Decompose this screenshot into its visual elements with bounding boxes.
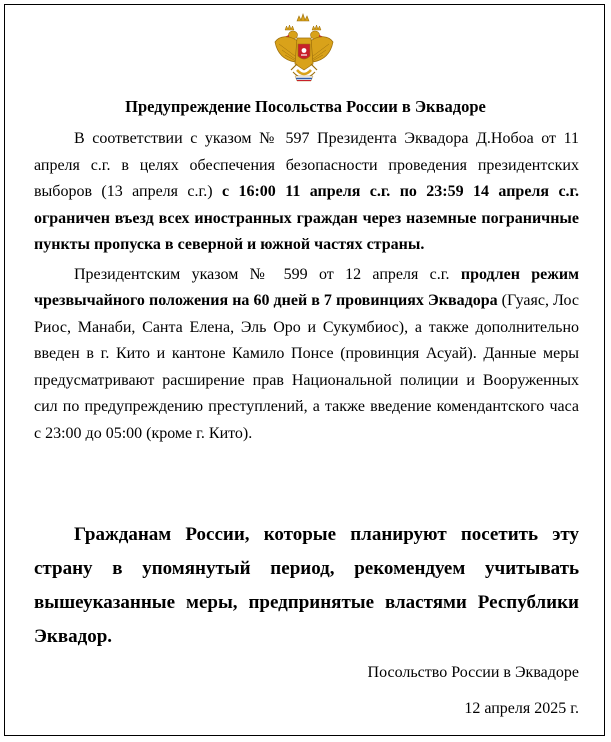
date: 12 апреля 2025 г. [464,700,579,717]
paragraph-border-closure [34,126,579,259]
paragraph-text: (Гуаяс, Лос Риос, Манаби, Санта Елена, Эль Оро и Сукумбиос), а также дополнительно введен в г. Кито и кантоне Камило Понсе (провинция Асуай). Данные меры предусматривают расширение прав Национальной полиции и Вооруженных сил по предупреждению преступлений, а также введение комендантского часа с 23:00 до 05:00 (кроме г. Кито). [34,292,579,442]
notice-title: Предупреждение Посольства России в Эквадоре [125,97,486,116]
paragraph-bold-text: с 16:00 11 апреля с.г. по 23:59 14 апреля с.г. ограничен въезд всех иностранных граждан через наземные пограничные пункты пропуска в северной и южной частях страны. [34,183,579,253]
paragraph-bold-text: продлен режим чрезвычайного положения на 60 дней в 7 провинциях Эквадора [34,265,580,309]
recommendation-text: Гражданам России, которые планируют посетить эту страну в упомянутый период, рекомендуем учитывать вышеуказанные меры, предпринятые властями Республики Эквадор. [34,524,579,647]
paragraph-text: Президентским указом № 599 от 12 апреля с.г. [74,265,461,283]
emblem-icon [273,12,335,88]
notice-body [34,126,579,447]
paragraph-state-of-emergency [34,262,579,448]
signature: Посольство России в Эквадоре [367,664,579,681]
paragraph-text: В соответствии с указом № 597 Президента Эквадора Д.Нобоа от 11 апреля с.г. в целях обеспечения безопасности проведения президентских выборов (13 апреля с.г.) [34,130,579,200]
